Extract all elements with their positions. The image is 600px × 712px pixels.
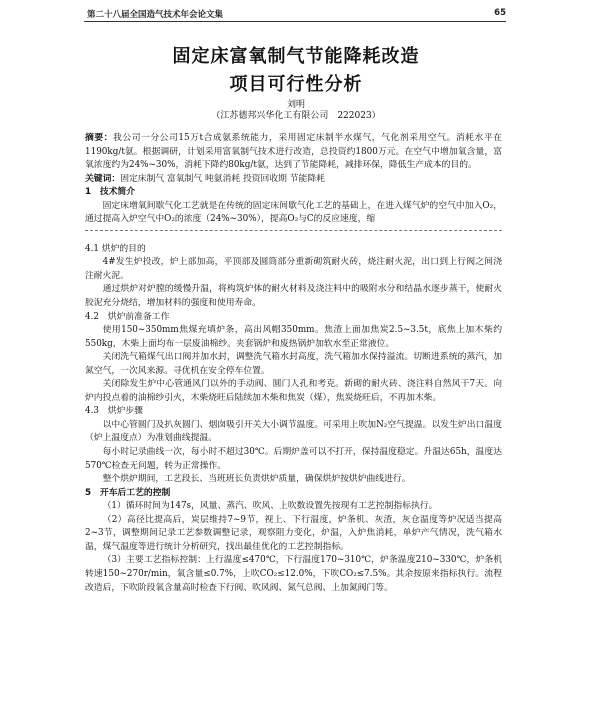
header-rule xyxy=(84,21,506,22)
keywords xyxy=(85,173,502,187)
section4-3-paragraph-c: 整个烘炉期间，工艺段长、当班班长负责烘炉质量，确保烘炉按烘炉曲线进行。 xyxy=(102,474,411,485)
section4-1-paragraph-a: 4#发生炉投改，炉上部加高，平顶部及圆筒部分重新砌筑耐火砖，烧注耐火泥，出口到上行阀之间浇注耐火泥。 xyxy=(85,257,502,281)
page-cut-divider xyxy=(85,230,502,239)
author-name: 刘明 xyxy=(286,100,305,110)
abstract-text: 我公司一分公司15万t合成氨系统能力，采用固定床制半水煤气，气化剂采用空气。消耗水平在1190kg/t氨。根据调研，计划采用富氧制气技术进行改造，总投资约1800万元。在空气中增加氧含量，富氧浓度约为24%~30%，消耗下降约80kg/t氨，达到了节能降耗，减排环保，降低生产成本的目的。 xyxy=(85,133,502,171)
article-title-line2: 项目可行性分析 xyxy=(229,74,363,95)
section4-3-paragraph-a: 以中心管圆门及扒灰圆门、烟囱吸引开关大小调节温度。可采用上吹加N₂空气提温。以发生炉出口温度（炉上温度点）为准划曲线提温。 xyxy=(85,419,502,444)
keywords-text: 固定床制气 富氧制气 吨氨消耗 投资回收期 节能降耗 xyxy=(120,173,325,184)
section5-item-2: （2）高径比提高后，炭层维持7~9节，视上、下行温度，炉条机、灰渣，灰仓温度等炉况适当提高2~3节，调整期间记录工艺参数调整记录，观察阻力变化，炉温，入炉焦消耗，单炉产气情况，洗气箱水温，煤气温度等进行统计分析研究，找出最佳优化的工艺控制指标。 xyxy=(85,514,502,552)
section1-paragraph: 固定床增氧间歇气化工艺就是在传统的固定床间歇气化工艺的基础上，在进入煤气炉的空气中加入O₂，通过提高入炉空气中O₂的浓度（24%~30%），提高O₂与C的反应速度，缩 xyxy=(85,200,502,225)
section5-heading: 5 开车后工艺的控制 xyxy=(85,487,171,498)
section4-2-paragraph-c: 关闭除发生炉中心管通风门以外的手动阀、圆门人孔和考克。新砌的耐火砖、浇注料自然风干7天。向炉内投点着的油棉纱引火，木柴烧旺后陆续加木柴和焦炭（煤），焦炭烧旺后，不再加木柴。 xyxy=(85,379,502,403)
author-affiliation: （江苏德邦兴华化工有限公司 222023） xyxy=(211,111,381,121)
section4-2-heading: 4.2 烘炉前准备工作 xyxy=(85,311,170,322)
page-number: 65 xyxy=(494,8,506,18)
article-title-line1: 固定床富氧制气节能降耗改造 xyxy=(172,46,420,67)
keywords-label: 关键词： xyxy=(85,173,121,184)
abstract-label: 摘要： xyxy=(85,133,114,143)
section4-3-heading: 4.3 烘炉步骤 xyxy=(85,406,143,417)
section5-item-1: （1）循环时间为147s，风量、蒸汽、吹风、上吹数设置先按现有工艺控制指标执行。 xyxy=(102,501,438,512)
section5-item-3: （3）主要工艺指标控制：上行温度≤470℃，下行温度170~310℃，炉条温度210~330℃，炉条机转速150~270r/min，氧含量≤0.7%，上吹CO₂≤12.0%，下吹CO₂≤7.5%。其余按原来指标执行。流程改造后，下吹阶段氧含量高时检查下行阀、吹风阀、氮气总阀、上加氮阀门等。 xyxy=(85,555,502,593)
section4-2-paragraph-b: 关闭洗气箱煤气出口阀并加水封，调整洗气箱水封高度，洗气箱加水保持溢流。切断进系统的蒸汽，加氮空气，一次风来源。寻优机在安全停车位置。 xyxy=(85,352,502,376)
section4-1-heading: 4.1 烘炉的目的 xyxy=(85,243,146,254)
article-body xyxy=(85,132,502,595)
journal-title: 第二十八届全国造气技术年会论文集 xyxy=(87,10,224,20)
section1-heading: 1 技术简介 xyxy=(85,187,136,198)
section4-3-paragraph-b: 每小时记录曲线一次，每小时不超过30℃。后期炉盖可以不打开，保持温度稳定。升温达65h，温度达570℃检查无问题，转为正常操作。 xyxy=(85,447,502,471)
section4-2-paragraph-a: 使用150~350mm焦煤充填炉条，高出风帽350mm。焦渣上面加焦炭2.5~3.5t，底焦上加木柴约550kg，木柴上面均布一层废油棉纱。夹套锅炉和废热锅炉加软水至正常液位。 xyxy=(85,325,502,349)
section4-1-paragraph-b: 通过烘炉对炉膛的缓慢升温，将构筑炉体的耐火材料及浇注料中的吸附水分和结晶水逐步蒸干，使耐火胶泥充分烧结，增加材料的强度和使用寿命。 xyxy=(85,284,502,309)
running-header xyxy=(87,8,506,20)
abstract xyxy=(85,132,502,173)
